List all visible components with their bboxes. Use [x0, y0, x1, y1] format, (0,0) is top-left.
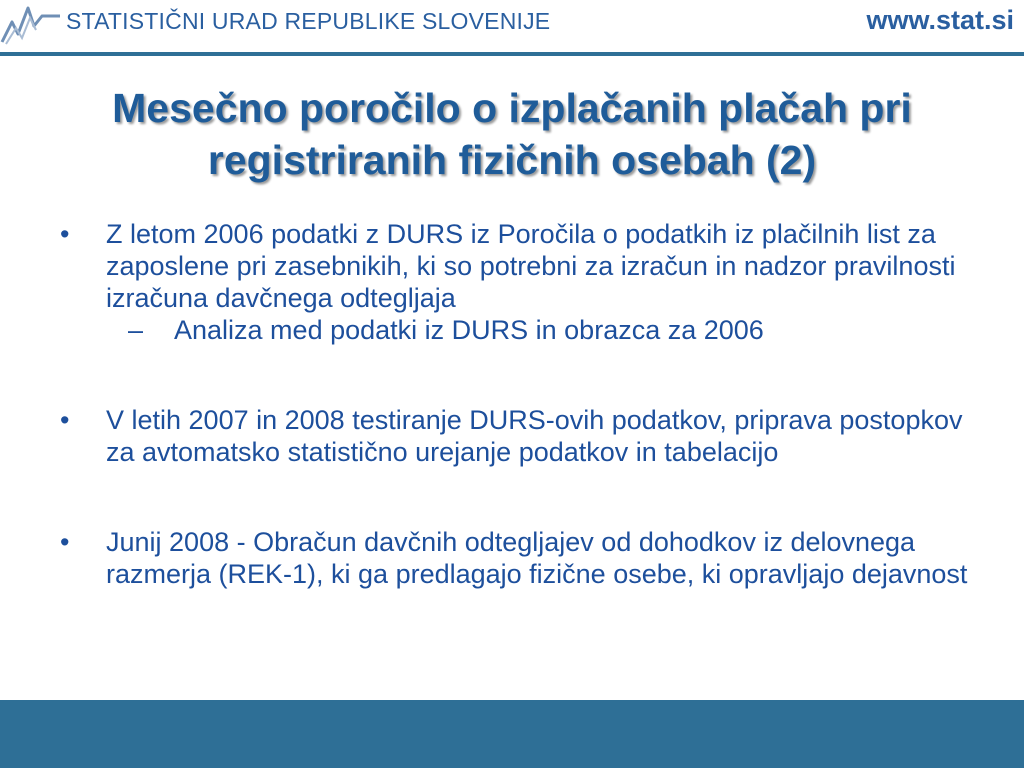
bullet-item — [50, 404, 970, 468]
bullet-marker: • — [60, 527, 70, 557]
footer-bar — [0, 700, 1024, 768]
spacer — [50, 346, 970, 404]
title-line-1: Mesečno poročilo o izplačanih plačah pri — [112, 85, 912, 131]
bullet-text: Z letom 2006 podatki z DURS iz Poročila o podatkih iz plačilnih list za zaposlene pri zasebnikih, ki so potrebni za izračun in nadzor pravilnosti izračuna davčnega odtegljaja — [106, 219, 956, 313]
slide-title — [0, 82, 1024, 186]
bullet-item — [50, 526, 970, 590]
bullet-text: Junij 2008 - Obračun davčnih odtegljajev od dohodkov iz delovnega razmerja (REK-1), ki ga predlagajo fizične osebe, ki opravljajo dejavnost — [106, 527, 968, 589]
bullet-marker: • — [60, 219, 70, 249]
spacer — [50, 468, 970, 526]
sub-bullet-text: Analiza med podatki iz DURS in obrazca za 2006 — [174, 315, 764, 345]
slide-content — [50, 218, 970, 590]
bullet-text: V letih 2007 in 2008 testiranje DURS-ovih podatkov, priprava postopkov za avtomatsko statistično urejanje podatkov in tabelacijo — [106, 405, 963, 467]
organization-name: STATISTIČNI URAD REPUBLIKE SLOVENIJE — [66, 8, 551, 34]
slide-header — [0, 0, 1024, 56]
bullet-marker: • — [60, 405, 70, 435]
title-line-2: registriranih fizičnih osebah (2) — [207, 137, 817, 183]
site-url-link[interactable]: www.stat.si — [866, 5, 1014, 35]
sub-bullet-item — [50, 314, 970, 346]
sursi-logo-icon — [0, 0, 62, 46]
header-divider — [0, 52, 1024, 56]
bullet-item — [50, 218, 970, 314]
sub-bullet-marker: – — [128, 315, 144, 345]
